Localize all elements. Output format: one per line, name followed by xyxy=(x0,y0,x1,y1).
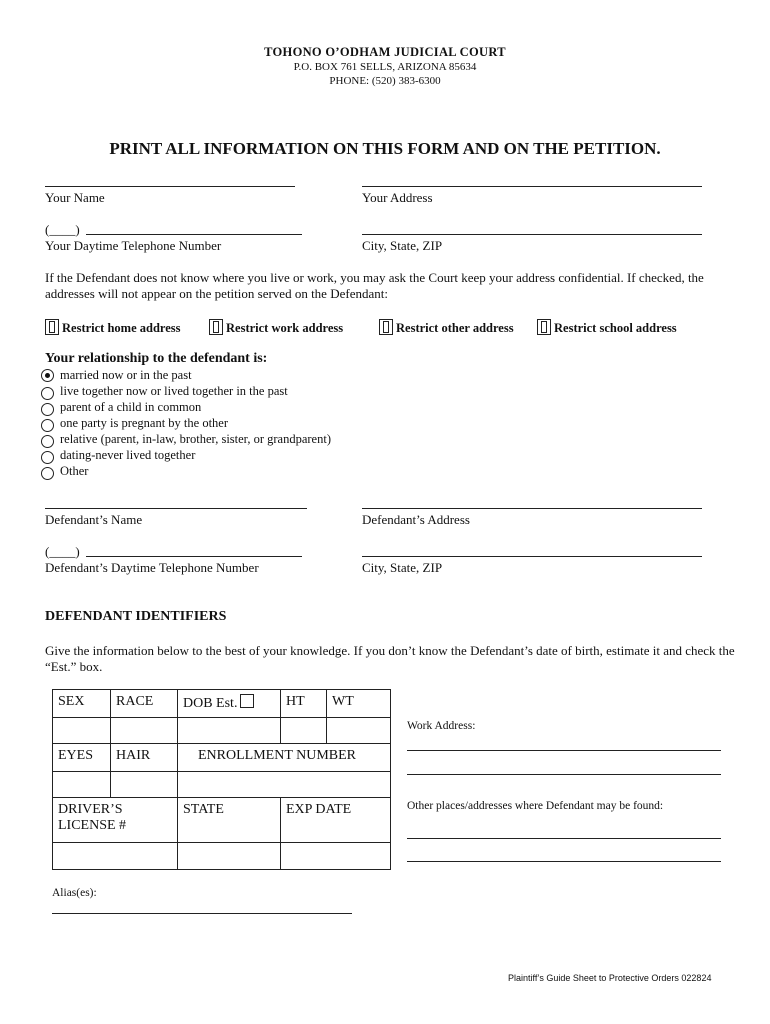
race-value-cell[interactable] xyxy=(111,718,178,744)
restrict-home-checkbox[interactable] xyxy=(45,319,181,336)
ht-cell[interactable] xyxy=(281,690,327,718)
confidential-note: If the Defendant does not know where you live or work, you may ask the Court keep your address confidential. If checked, the addresses will not appear on the petition served on the Defendant: xyxy=(45,270,704,301)
defendant-phone-label: Defendant’s Daytime Telephone Number xyxy=(45,560,259,575)
wt-value-cell[interactable] xyxy=(327,718,391,744)
your-phone-label: Your Daytime Telephone Number xyxy=(45,238,222,253)
exp-date-cell[interactable] xyxy=(281,798,391,843)
hair-label: HAIR xyxy=(116,748,151,763)
restrict-school-label: Restrict school address xyxy=(554,321,677,335)
work-address-field-1[interactable] xyxy=(407,750,721,751)
defendant-name-field[interactable] xyxy=(45,508,307,509)
identifiers-heading: DEFENDANT IDENTIFIERS xyxy=(45,609,227,624)
identifiers-table xyxy=(52,689,391,870)
state-cell[interactable] xyxy=(178,798,281,843)
defendant-address-field[interactable] xyxy=(362,508,702,509)
other-places-label: Other places/addresses where Defendant may be found: xyxy=(407,800,664,812)
restrict-work-label: Restrict work address xyxy=(226,321,344,335)
your-phone-field[interactable] xyxy=(86,234,302,235)
state-label: STATE xyxy=(183,802,224,817)
radio-married[interactable] xyxy=(41,369,54,382)
your-address-label: Your Address xyxy=(362,190,433,205)
drivers-license-cell[interactable] xyxy=(53,798,178,843)
relationship-option: one party is pregnant by the other xyxy=(60,416,229,430)
restrict-other-label: Restrict other address xyxy=(396,321,514,335)
eyes-cell[interactable] xyxy=(53,744,111,772)
hair-value-cell[interactable] xyxy=(111,772,178,798)
ht-label: HT xyxy=(286,694,305,709)
court-phone: PHONE: (520) 383-6300 xyxy=(329,75,441,87)
radio-live-together[interactable] xyxy=(41,387,54,400)
relationship-option: married now or in the past xyxy=(60,368,192,382)
radio-dating[interactable] xyxy=(41,451,54,464)
checkbox-icon xyxy=(379,319,393,335)
eyes-label: EYES xyxy=(58,748,93,763)
dob-cell[interactable] xyxy=(178,690,281,718)
dob-est-checkbox[interactable] xyxy=(240,694,254,708)
your-city-label: City, State, ZIP xyxy=(362,238,443,253)
court-name: TOHONO O’ODHAM JUDICIAL COURT xyxy=(264,45,506,59)
drivers-license-value-cell[interactable] xyxy=(53,843,178,870)
checkbox-icon xyxy=(209,319,223,335)
restrict-other-checkbox[interactable] xyxy=(379,319,514,336)
eyes-value-cell[interactable] xyxy=(53,772,111,798)
checkbox-icon xyxy=(537,319,551,335)
defendant-address-label: Defendant’s Address xyxy=(362,512,470,527)
defendant-city-label: City, State, ZIP xyxy=(362,560,443,575)
dob-label: DOB Est. xyxy=(183,696,238,711)
hair-cell[interactable] xyxy=(111,744,178,772)
defendant-phone-area-code[interactable]: (____) xyxy=(45,544,80,559)
exp-date-value-cell[interactable] xyxy=(281,843,391,870)
other-places-field-2[interactable] xyxy=(407,861,721,862)
radio-other[interactable] xyxy=(41,467,54,480)
sex-cell[interactable] xyxy=(53,690,111,718)
page-title: PRINT ALL INFORMATION ON THIS FORM AND ON THE PETITION. xyxy=(109,139,661,158)
race-label: RACE xyxy=(116,694,154,709)
footer-text: Plaintiff’s Guide Sheet to Protective Orders 022824 xyxy=(508,973,712,983)
sex-value-cell[interactable] xyxy=(53,718,111,744)
other-places-field-1[interactable] xyxy=(407,838,721,839)
radio-pregnant[interactable] xyxy=(41,419,54,432)
exp-date-label: EXP DATE xyxy=(286,802,352,817)
work-address-label: Work Address: xyxy=(407,720,476,732)
defendant-phone-field[interactable] xyxy=(86,556,302,557)
alias-label: Alias(es): xyxy=(52,887,97,899)
relationship-option: parent of a child in common xyxy=(60,400,202,414)
your-phone-area-code[interactable]: (____) xyxy=(45,222,80,237)
wt-label: WT xyxy=(332,694,354,709)
defendant-name-label: Defendant’s Name xyxy=(45,512,143,527)
your-name-field[interactable] xyxy=(45,186,295,187)
work-address-field-2[interactable] xyxy=(407,774,721,775)
radio-relative[interactable] xyxy=(41,435,54,448)
restrict-work-checkbox[interactable] xyxy=(209,319,343,336)
your-address-field[interactable] xyxy=(362,186,702,187)
restrict-school-checkbox[interactable] xyxy=(537,319,677,336)
wt-cell[interactable] xyxy=(327,690,391,718)
enrollment-cell[interactable] xyxy=(178,744,391,772)
relationship-option: Other xyxy=(60,464,89,478)
dob-value-cell[interactable] xyxy=(178,718,281,744)
checkbox-icon xyxy=(45,319,59,335)
relationship-option: live together now or lived together in the past xyxy=(60,384,288,398)
your-name-label: Your Name xyxy=(45,190,105,205)
alias-field[interactable] xyxy=(52,913,352,914)
defendant-city-field[interactable] xyxy=(362,556,702,557)
relationship-heading: Your relationship to the defendant is: xyxy=(45,351,268,366)
ht-value-cell[interactable] xyxy=(281,718,327,744)
relationship-option: relative (parent, in-law, brother, sister, or grandparent) xyxy=(60,432,331,446)
identifiers-instructions: Give the information below to the best of your knowledge. If you don’t know the Defendant’s date of birth, estimate it and check the “Est.” box. xyxy=(45,643,735,674)
restrict-home-label: Restrict home address xyxy=(62,321,181,335)
race-cell[interactable] xyxy=(111,690,178,718)
radio-parent[interactable] xyxy=(41,403,54,416)
drivers-license-label: DRIVER’S xyxy=(58,802,123,817)
enrollment-value-cell[interactable] xyxy=(178,772,391,798)
enrollment-label: ENROLLMENT NUMBER xyxy=(198,748,357,763)
relationship-option: dating-never lived together xyxy=(60,448,196,462)
state-value-cell[interactable] xyxy=(178,843,281,870)
drivers-license-label-2: LICENSE # xyxy=(58,818,127,833)
court-address: P.O. BOX 761 SELLS, ARIZONA 85634 xyxy=(293,61,477,73)
sex-label: SEX xyxy=(58,694,85,709)
your-city-field[interactable] xyxy=(362,234,702,235)
